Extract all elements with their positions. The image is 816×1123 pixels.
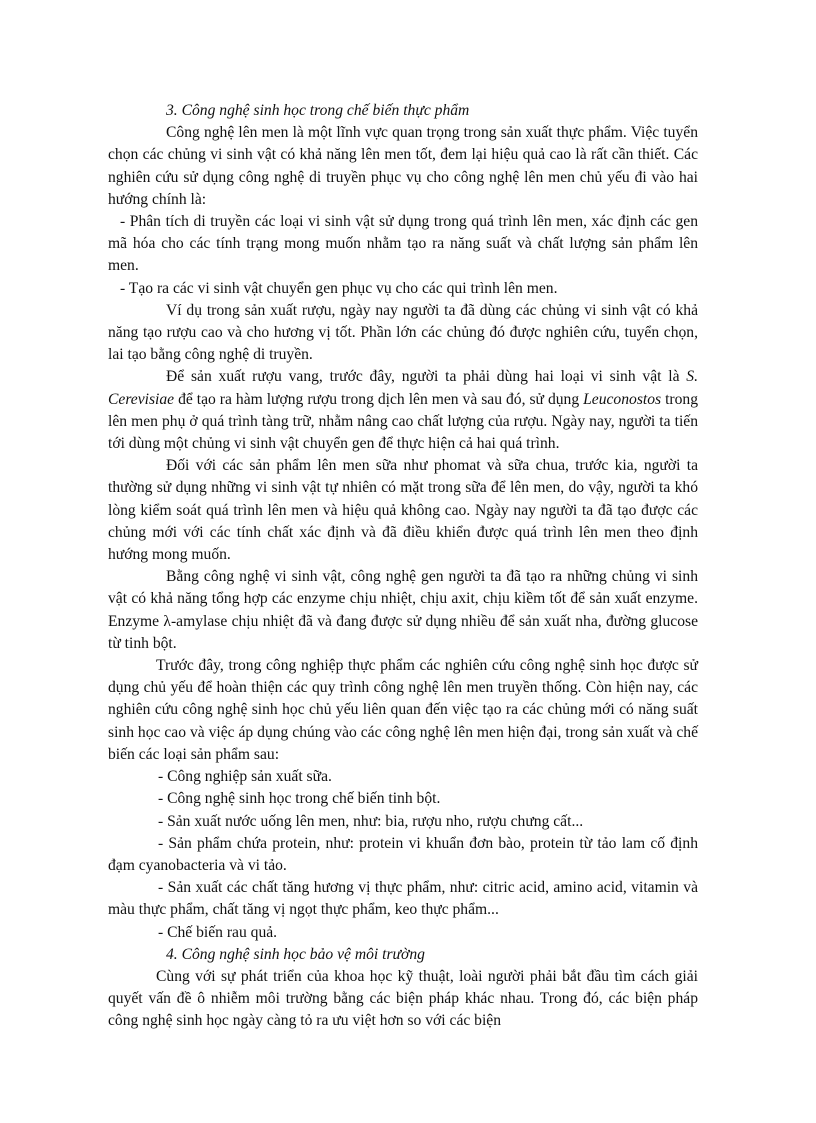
list-item: - Công nghiệp sản xuất sữa. (158, 768, 332, 786)
species-name-cerevisiae: S. Cerevisiae (108, 368, 698, 408)
list-item: - Công nghệ sinh học trong chế biến tinh bột. (158, 790, 441, 808)
paragraph-food-industry-research: Trước đây, trong công nghiệp thực phẩm các nghiên cứu công nghệ sinh học được sử dụng chủ yếu để hoàn thiện các quy trình công nghệ lên men truyền thống. Còn hiện nay, các nghiên cứu công nghệ sinh học chủ yếu liên quan đến việc tạo ra các chủng mới có năng suất sinh học cao và việc áp dụng chúng vào các công nghệ lên men hiện đại, trong sản xuất và chế biến các loại sản phẩm sau: (108, 657, 698, 763)
bullet-transgenic-microbes: - Tạo ra các vi sinh vật chuyển gen phục vụ cho các qui trình lên men. (120, 279, 558, 297)
document-body (108, 100, 698, 1033)
list-item: - Sản xuất nước uống lên men, như: bia, rượu nho, rượu chưng cất... (158, 812, 584, 830)
paragraph-wine-production (108, 366, 698, 455)
paragraph-enzyme-production: Bằng công nghệ vi sinh vật, công nghệ gen người ta đã tạo ra những chủng vi sinh vật có khả năng tổng hợp các enzyme chịu nhiệt, chịu axit, chịu kiềm tốt để sản xuất enzyme. Enzyme λ-amylase chịu nhiệt đã và đang được sử dụng nhiều để sản xuất nha, đường glucose từ tinh bột. (108, 568, 698, 652)
section-heading-4: 4. Công nghệ sinh học bảo vệ môi trường (166, 945, 425, 963)
paragraph-wine-production-part-a: Để sản xuất rượu vang, trước đây, người ta phải dùng hai loại vi sinh vật là (166, 368, 680, 386)
paragraph-fermentation-intro: Công nghệ lên men là một lĩnh vực quan trọng trong sản xuất thực phẩm. Việc tuyển chọn các chủng vi sinh vật có khả năng lên men tốt, đem lại hiệu quả cao là rất cần thiết. Các nghiên cứu sử dụng công nghệ di truyền phục vụ cho công nghệ lên men chủ yếu đi vào hai hướng chính là: (108, 124, 698, 208)
paragraph-dairy-fermentation: Đối với các sản phẩm lên men sữa như phomat và sữa chua, trước kia, người ta thường sử dụng những vi sinh vật tự nhiên có mặt trong sữa để lên men, do vậy, người ta khó lòng kiểm soát quá trình lên men và hiệu quả không cao. Ngày nay người ta đã tạo được các chủng mới với các tính chất xác định và đã điều khiển được quá trình lên men theo định hướng mong muốn. (108, 457, 698, 564)
paragraph-wine-production-part-c: trong lên men phụ ở quá trình tàng trữ, nhằm nâng cao chất lượng của rượu. Ngày nay, người ta tiến tới dùng một chủng vi sinh vật chuyển gen để thực hiện cả hai quá trình. (108, 390, 698, 453)
list-item: - Sản phẩm chứa protein, như: protein vi khuẩn đơn bào, protein từ tảo lam cố định đạm cyanobacteria và vi tảo. (108, 834, 698, 874)
list-item: - Chế biến rau quả. (158, 923, 278, 941)
list-item: - Sản xuất các chất tăng hương vị thực phẩm, như: citric acid, amino acid, vitamin và màu thực phẩm, chất tăng vị ngọt thực phẩm, keo thực phẩm... (108, 879, 698, 919)
paragraph-wine-production-part-b: để tạo ra hàm lượng rượu trong dịch lên men và sau đó, sử dụng (178, 390, 580, 408)
bullet-genetic-analysis: - Phân tích di truyền các loại vi sinh vật sử dụng trong quá trình lên men, xác định các gen mã hóa cho các tính trạng mong muốn nhằm tạo ra năng suất và chất lượng sản phẩm lên men. (108, 213, 698, 275)
paragraph-environment-intro: Cùng với sự phát triển của khoa học kỹ thuật, loài người phải bắt đầu tìm cách giải quyết vấn đề ô nhiễm môi trường bằng các biện pháp khác nhau. Trong đó, các biện pháp công nghệ sinh học ngày càng tỏ ra ưu việt hơn so với các biện (108, 967, 698, 1030)
paragraph-wine-example: Ví dụ trong sản xuất rượu, ngày nay người ta đã dùng các chủng vi sinh vật có khả năng tạo rượu cao và cho hương vị tốt. Phần lớn các chủng đó được nghiên cứu, tuyển chọn, lai tạo bằng công nghệ di truyền. (108, 301, 698, 364)
species-name-leuconostos: Leuconostos (583, 390, 662, 408)
section-heading-3: 3. Công nghệ sinh học trong chế biến thực phẩm (166, 102, 470, 119)
